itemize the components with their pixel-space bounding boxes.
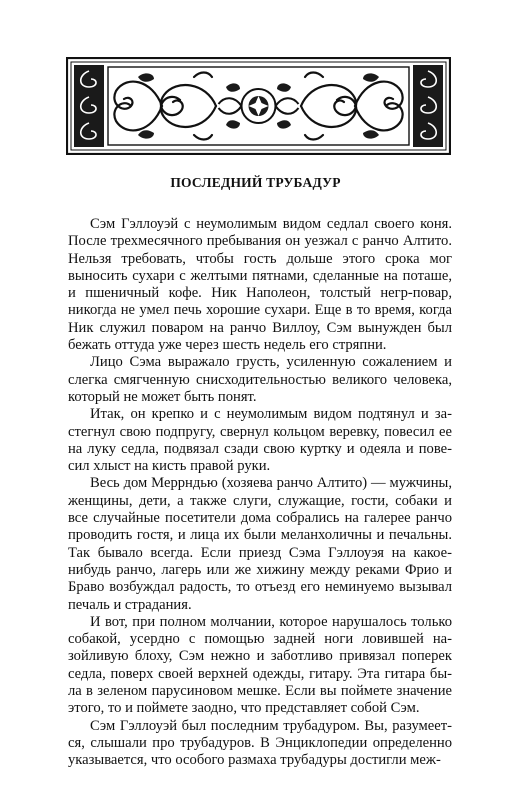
paragraph: Сэм Гэллоуэй был последним трубадуром. Вы, разумеется, слышали про трубадуров. В Энциклопедии определенно указывается, что особого размаха трубадуры достигли меж-: [68, 717, 452, 769]
chapter-title: ПОСЛЕДНИЙ ТРУБАДУР: [170, 175, 341, 190]
paragraph: Весь дом Меррндью (хозяева ранчо Алтито) — мужчины, женщины, дети, а также слуги, служащие, гости, собаки и все случайные посетители дома собрались на галерее ранчо проводить гостя, и лица их были меланхоличны и печальны. Так бывало всегда. Если приезд Сэма Гэллоуэя на какоенибудь ранчо, лагерь или же хижину между реками Фрио и Браво возбуждал радость, то отъезд его неминуемо вызывал печаль и страдания.: [68, 475, 452, 613]
decorative-header-ornament: [66, 57, 451, 155]
paragraph: Сэм Гэллоуэй с неумолимым видом седлал своего коня. После трехмесячного пребывания он уезжал с ранчо Алтито. Нельзя требовать, чтобы гость дольше этого срока мог выносить сухари с желтыми пятнами, сделанные на поташе, и пшеничный кофе. Ник Наполеон, толстый негр-повар, никогда не умел печь хорошие сухари. Еще в то время, когда Ник служил поваром на ранчо Виллоу, Сэм вынужден был бежать оттуда уже через шесть недель его стряпни.: [68, 216, 452, 354]
paragraph: Итак, он крепко и с неумолимым видом подтянул и застегнул свою подпругу, свернул кольцом веревку, повесил ее на луку седла, подвязал сзади свою куртку и одеяла и повесил хлыст на кисть правой руки.: [68, 406, 452, 475]
paragraph: И вот, при полном молчании, которое нарушалось только собакой, усердно с помощью задней ноги ловившей назойливую блоху, Сэм нежно и заботливо привязал поперек седла, поверх своей верхней одежды, гитару. Эта гитара была в зеленом парусиновом мешке. Если вы поймете значение этого, то и поймете заодно, что представляет собой Сэм.: [68, 613, 452, 717]
paragraph: Лицо Сэма выражало грусть, усиленную сожалением и слегка смягченную снисходительностью великого человека, который не может быть понят.: [68, 354, 452, 405]
story-text: [68, 216, 452, 770]
